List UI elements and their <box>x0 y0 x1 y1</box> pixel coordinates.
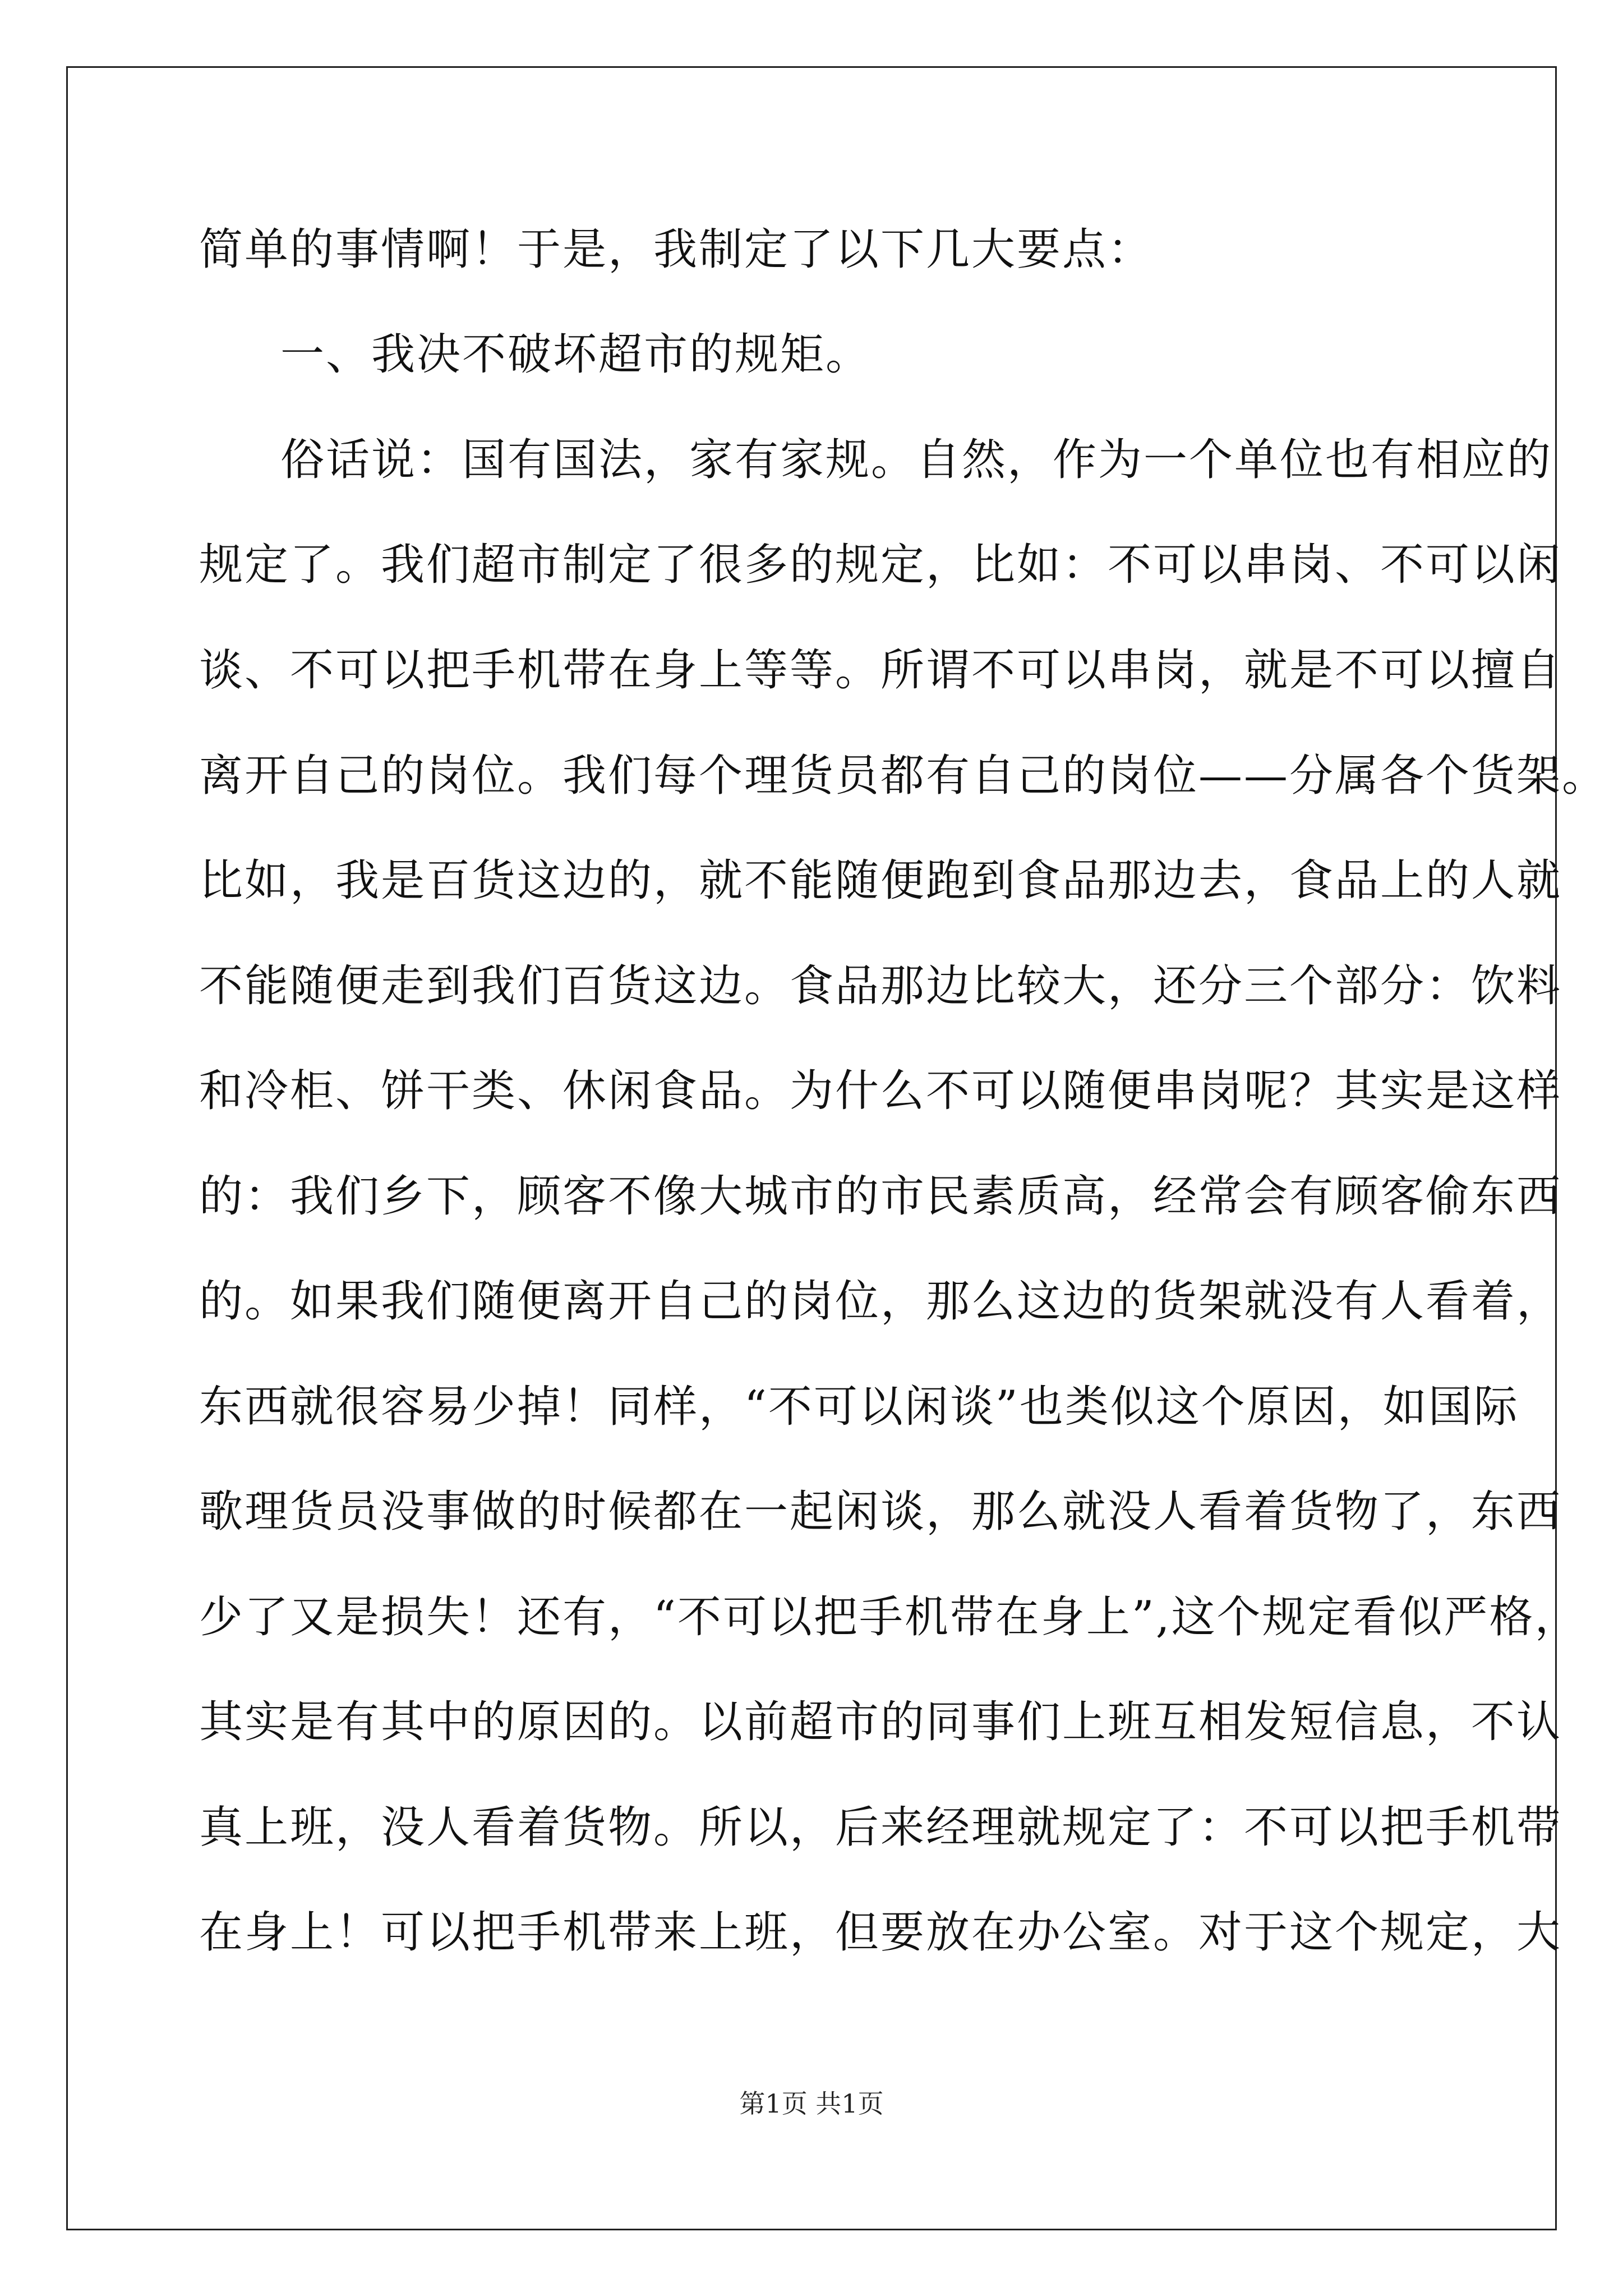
text-line-9: 和冷柜、饼干类、休闲食品。为什么不可以随便串岗呢？其实是这样 <box>199 1066 1562 1116</box>
text-line-17: 在身上！可以把手机带来上班，但要放在办公室。对于这个规定，大 <box>199 1907 1562 1958</box>
text-line-13: 歌理货员没事做的时候都在一起闲谈，那么就没人看着货物了，东西 <box>199 1487 1562 1537</box>
text-line-11: 的。如果我们随便离开自己的岗位，那么这边的货架就没有人看着， <box>199 1276 1562 1327</box>
text-line-3: 俗话说：国有国法，家有家规。自然，作为一个单位也有相应的 <box>280 435 1553 485</box>
text-line-14: 少了又是损失！还有，“不可以把手机带在身上”,这个规定看似严格， <box>199 1592 1580 1642</box>
text-line-7: 比如，我是百货这边的，就不能随便跑到食品那边去，食品上的人就 <box>199 855 1562 906</box>
text-line-8: 不能随便走到我们百货这边。食品那边比较大，还分三个部分：饮料 <box>199 961 1562 1011</box>
page-number-footer: 第1页 共1页 <box>739 2088 884 2119</box>
text-line-2: 一、我决不破坏超市的规矩。 <box>280 329 872 380</box>
text-line-6: 离开自己的岗位。我们每个理货员都有自己的岗位——分属各个货架。 <box>199 751 1608 801</box>
text-line-5: 谈、不可以把手机带在身上等等。所谓不可以串岗，就是不可以擅自 <box>199 645 1562 696</box>
text-line-10: 的：我们乡下，顾客不像大城市的市民素质高，经常会有顾客偷东西 <box>199 1171 1562 1222</box>
text-line-12: 东西就很容易少掉！同样，“不可以闲谈”也类似这个原因，如国际 <box>199 1382 1519 1432</box>
text-line-4: 规定了。我们超市制定了很多的规定，比如：不可以串岗、不可以闲 <box>199 540 1562 590</box>
text-line-1: 简单的事情啊！于是，我制定了以下几大要点： <box>199 224 1154 275</box>
text-line-15: 其实是有其中的原因的。以前超市的同事们上班互相发短信息，不认 <box>199 1697 1562 1747</box>
text-line-16: 真上班，没人看着货物。所以，后来经理就规定了：不可以把手机带 <box>199 1802 1562 1853</box>
